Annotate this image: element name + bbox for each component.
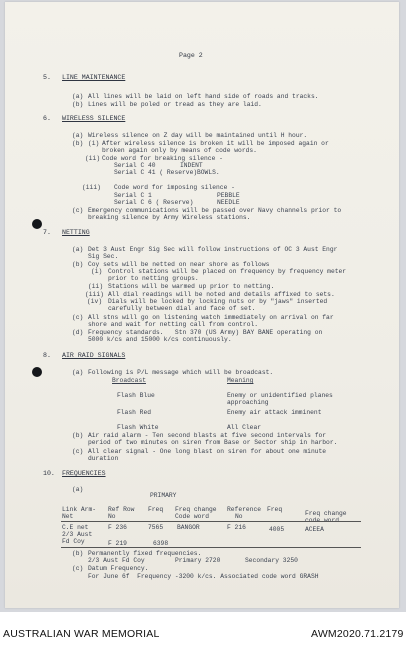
punch-hole: [32, 367, 42, 377]
item-text: All clear signal - One long blast on siren for about one minute: [88, 448, 327, 455]
code-word: NEEDLE: [217, 199, 240, 206]
code-word: BOWLS.: [197, 169, 220, 176]
document-page: [5, 2, 399, 608]
item-text: Lines will be poled or tread as they are laid.: [88, 101, 262, 108]
item-text: All stns will go on listening watch immediately on arrival on far: [88, 314, 334, 321]
table-header: No: [108, 513, 116, 520]
item-text: Primary 2720: [175, 557, 221, 564]
sub-label: (iii): [85, 291, 104, 298]
item-text: Datum Frequency.: [88, 565, 149, 572]
table-header: Code word: [175, 513, 210, 520]
punch-hole: [32, 219, 42, 229]
archive-reference: AWM2020.71.2179: [311, 628, 404, 640]
item-text: After wireless silence is broken it will be imposed again or: [102, 140, 329, 147]
item-text: shore and wait for netting call from control.: [88, 321, 259, 328]
section-title: WIRELESS SILENCE: [62, 115, 126, 122]
item-label: (b): [72, 261, 84, 268]
table-cell: ACEEA: [305, 526, 324, 533]
signal-meaning: approaching: [227, 399, 269, 406]
item-label: (c): [72, 314, 84, 321]
item-label: (d): [72, 329, 84, 336]
item-text: Emergency communications will be passed over Navy channels prior to: [88, 207, 342, 214]
section-number: 10.: [43, 470, 55, 477]
sub-label: (i): [88, 140, 100, 147]
item-label: (b): [72, 432, 84, 439]
item-label: (a): [72, 132, 84, 139]
item-text: Sig Sec.: [88, 253, 119, 260]
section-number: 5.: [43, 74, 51, 81]
frequency-table-title: PRIMARY: [150, 492, 177, 499]
column-header: Broadcast: [112, 377, 147, 384]
table-cell: 2/3 Aust: [62, 531, 93, 538]
item-text: Serial C 1: [114, 192, 152, 199]
item-text: Permanently fixed frequencies.: [88, 550, 202, 557]
table-rule: [61, 521, 361, 522]
item-text: Air raid alarm - Ten second blasts at five second intervals for: [88, 432, 327, 439]
item-label: (c): [72, 448, 84, 455]
table-header: Reference: [227, 506, 262, 513]
table-cell: 7565: [148, 524, 164, 531]
item-label: (b): [72, 140, 84, 147]
item-text: breaking silence by Army Wireless stations.: [88, 214, 251, 221]
sub-label: (ii): [88, 283, 104, 290]
item-text: Dials will be locked by locking nuts or by "jaws" inserted: [108, 298, 328, 305]
item-text: Secondary 3250: [245, 557, 298, 564]
item-text: For June 6f Frequency -3200 k/cs. Associated code word GRASH: [88, 573, 319, 580]
item-text: All lines will be laid on left hand side of roads and tracks.: [88, 93, 319, 100]
item-text: Serial C 40: [114, 162, 156, 169]
table-cell: 6398: [153, 540, 169, 547]
table-cell: F 216: [227, 524, 246, 531]
item-text: broken again only by means of code words.: [102, 147, 257, 154]
section-number: 7.: [43, 229, 51, 236]
item-text: Serial C 6 ( Reserve): [114, 199, 194, 206]
item-label: (a): [72, 246, 84, 253]
item-text: Code word for imposing silence -: [114, 184, 235, 191]
item-text: All dial readings will be noted and details affixed to sets.: [108, 291, 335, 298]
table-header: Freq change: [305, 510, 347, 517]
item-text: Code word for breaking silence -: [102, 155, 223, 162]
table-header: No: [235, 513, 243, 520]
item-text: Coy sets will be netted on near shore as follows: [88, 261, 270, 268]
item-text: carefully between dial and face of set.: [108, 305, 256, 312]
item-label: (b): [72, 101, 84, 108]
item-text: duration: [88, 455, 119, 462]
item-text: period of two minutes on siren from Base or Sector ship in harbor.: [88, 439, 338, 446]
table-header: Ref Row: [108, 506, 135, 513]
section-title: AIR RAID SIGNALS: [62, 352, 126, 359]
table-cell: F 219: [108, 540, 127, 547]
section-number: 6.: [43, 115, 51, 122]
section-title: FREQUENCIES: [62, 470, 106, 477]
table-cell: Fd Coy: [62, 538, 85, 545]
signal-meaning: Enemy or unidentified planes: [227, 392, 333, 399]
section-number: 8.: [43, 352, 51, 359]
sub-label: (iv): [87, 298, 103, 305]
item-label: (a): [72, 93, 84, 100]
table-cell: F 236: [108, 524, 127, 531]
signal-meaning: All Clear: [227, 424, 262, 431]
item-text: 5000 k/cs and 15000 k/cs continuously.: [88, 336, 232, 343]
item-text: Following is P/L message which will be broadcast.: [88, 369, 274, 376]
sub-label: (iii): [82, 184, 101, 191]
table-cell: BANGOR: [177, 524, 200, 531]
table-cell: C.E net: [62, 524, 89, 531]
table-header: Freq change: [175, 506, 217, 513]
table-header: Link Arm-: [62, 506, 97, 513]
item-text: prior to netting groups.: [108, 275, 199, 282]
sub-label: (ii): [85, 155, 101, 162]
item-label: (c): [72, 207, 84, 214]
item-text: Control stations will be placed on frequency by frequency meter: [108, 268, 347, 275]
code-word: INDENT: [180, 162, 203, 169]
item-text: Wireless silence on Z day will be maintained until H hour.: [88, 132, 308, 139]
archive-footer: [0, 612, 406, 653]
table-header: Net: [62, 513, 74, 520]
table-rule: [61, 547, 361, 548]
sub-label: (i): [91, 268, 103, 275]
table-cell: 4005: [269, 526, 285, 533]
section-title: NETTING: [62, 229, 90, 236]
column-header: Meaning: [227, 377, 254, 384]
archive-name: AUSTRALIAN WAR MEMORIAL: [3, 628, 160, 640]
code-word: PEBBLE: [217, 192, 240, 199]
broadcast-signal: Flash Red: [117, 409, 152, 416]
item-text: Frequency standards. Stn 370 (US Army) BAY BANE operating on: [88, 329, 323, 336]
signal-meaning: Enemy air attack imminent: [227, 409, 322, 416]
table-header: Freq: [267, 506, 283, 513]
section-title: LINE MAINTENANCE: [62, 74, 126, 81]
item-label: (a): [72, 369, 84, 376]
page-number: Page 2: [179, 52, 203, 59]
item-label: (b): [72, 550, 84, 557]
item-label: (c): [72, 565, 84, 572]
item-label: (a): [72, 486, 84, 493]
table-header: Freq: [148, 506, 164, 513]
item-text: Det 3 Aust Engr Sig Sec will follow instructions of OC 3 Aust Engr: [88, 246, 338, 253]
item-text: 2/3 Aust Fd Coy: [88, 557, 145, 564]
item-text: Serial C 41 ( Reserve): [114, 169, 198, 176]
broadcast-signal: Flash Blue: [117, 392, 155, 399]
item-text: Stations will be warmed up prior to netting.: [108, 283, 275, 290]
broadcast-signal: Flash White: [117, 424, 159, 431]
